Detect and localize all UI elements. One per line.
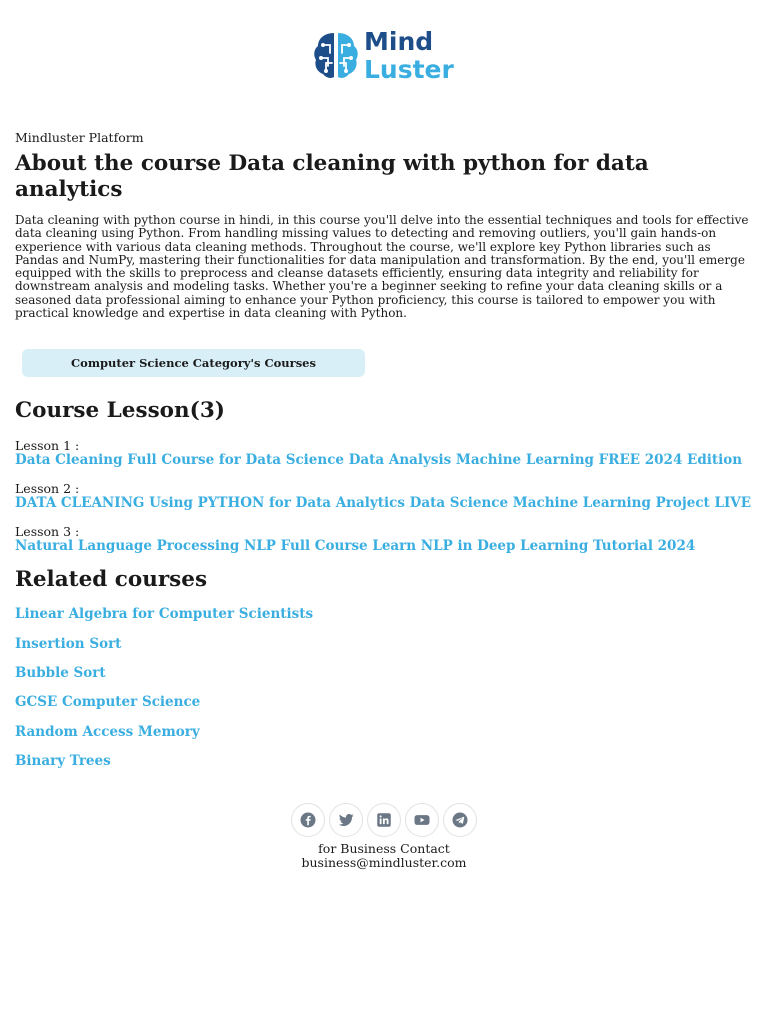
category-courses-button[interactable]: Computer Science Category's Courses (22, 349, 365, 377)
lesson-item (15, 438, 742, 468)
telegram-icon (451, 811, 469, 829)
logo-word-luster: Luster (364, 54, 454, 84)
facebook-button[interactable] (291, 803, 325, 837)
page-title: About the course Data cleaning with python for data analytics (15, 151, 649, 202)
linkedin-button[interactable] (367, 803, 401, 837)
lesson-link[interactable]: Natural Language Processing NLP Full Course Learn NLP in Deep Learning Tutorial 2024 (15, 538, 696, 554)
lesson-link[interactable]: Data Cleaning Full Course for Data Science Data Analysis Machine Learning FREE 2024 Edition (15, 452, 743, 468)
lesson-item (15, 481, 751, 511)
brain-logo-icon (312, 29, 360, 81)
lesson-number: Lesson 2 : (15, 481, 80, 496)
lessons-heading: Course Lesson(3) (15, 398, 225, 423)
facebook-icon (299, 811, 317, 829)
related-course-link[interactable]: Random Access Memory (15, 724, 200, 740)
course-description: Data cleaning with python course in hindi, in this course you'll delve into the essential techniques and tools for effective data cleaning using Python. From handling missing values to detecting and removing outliers, you'll gain hands-on experience with various data cleaning methods. Throughout the course, we'll explore key Python libraries such as Pandas and NumPy, mastering their functionalities for data manipulation and transformation. By the end, you'll emerge equipped with the skills to preprocess and cleanse datasets efficiently, ensuring data integrity and reliability for downstream analysis and modeling tasks. Whether you're a beginner seeking to refine your data cleaning skills or a seasoned data professional aiming to enhance your Python proficiency, this course is tailored to empower you with practical knowledge and expertise in data cleaning with Python. (15, 213, 749, 321)
related-heading: Related courses (15, 567, 208, 592)
related-course-link[interactable]: Binary Trees (15, 753, 111, 769)
related-course-link[interactable]: Bubble Sort (15, 665, 106, 681)
business-contact (0, 842, 768, 870)
youtube-icon (413, 811, 431, 829)
related-course-link[interactable]: Insertion Sort (15, 636, 122, 652)
lesson-number: Lesson 1 : (15, 438, 80, 453)
social-links (291, 803, 477, 837)
twitter-icon (337, 811, 355, 829)
related-course-link[interactable]: Linear Algebra for Computer Scientists (15, 606, 314, 622)
linkedin-icon (375, 811, 393, 829)
contact-email[interactable]: business@mindluster.com (301, 855, 467, 870)
logo-wordmark (364, 26, 454, 84)
lesson-item (15, 524, 695, 554)
twitter-button[interactable] (329, 803, 363, 837)
mindluster-logo[interactable] (312, 27, 462, 83)
related-course-link[interactable]: GCSE Computer Science (15, 694, 201, 710)
main-content (15, 130, 755, 320)
contact-label: for Business Contact (318, 841, 450, 856)
lesson-link[interactable]: DATA CLEANING Using PYTHON for Data Analytics Data Science Machine Learning Project LIVE (15, 495, 752, 511)
youtube-button[interactable] (405, 803, 439, 837)
telegram-button[interactable] (443, 803, 477, 837)
platform-label: Mindluster Platform (15, 130, 144, 145)
logo-word-mind: Mind (364, 26, 434, 56)
lesson-number: Lesson 3 : (15, 524, 80, 539)
